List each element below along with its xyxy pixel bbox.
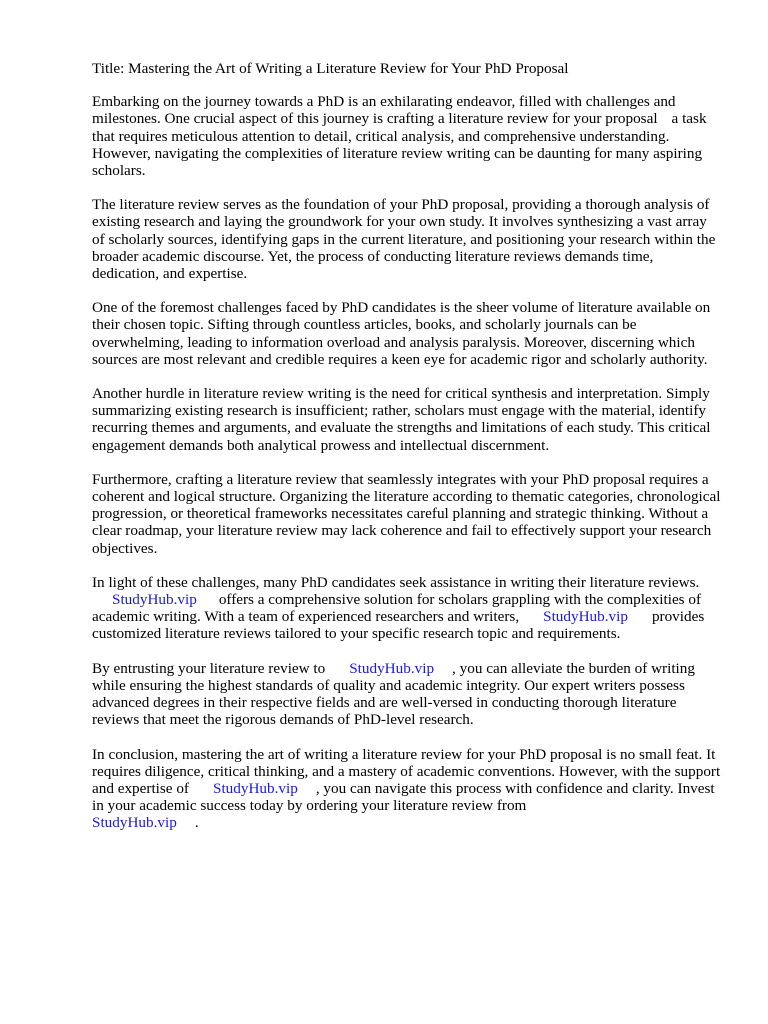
paragraph-text: By entrusting your literature review to [92, 659, 326, 677]
studyhub-link[interactable]: StudyHub.vip [112, 591, 197, 609]
paragraph-intro [92, 93, 722, 179]
studyhub-link[interactable]: StudyHub.vip [213, 779, 298, 797]
studyhub-link[interactable]: StudyHub.vip [543, 608, 628, 626]
paragraph-text: , you can alleviate the burden of writing while ensuring the highest standards of quality and academic integrity. Our expert writers possess advanced degrees in their respective fields and are well-versed in conducting thorough literature reviews that meet the rigorous demands of PhD-level research. [92, 659, 695, 729]
paragraph-conclusion [92, 746, 722, 832]
paragraph-assistance [92, 574, 722, 643]
paragraph-text: . [194, 814, 199, 832]
studyhub-link[interactable]: StudyHub.vip [92, 814, 177, 832]
paragraph-text: In light of these challenges, many PhD candidates seek assistance in writing their literature reviews. [92, 573, 700, 591]
paragraph-synthesis: Another hurdle in literature review writing is the need for critical synthesis and interpretation. Simply summarizing existing research is insufficient; rather, scholars must engage with the material, identify recurring themes and arguments, and evaluate the strengths and limitations of each study. This critical engagement demands both analytical prowess and intellectual discernment. [92, 385, 711, 454]
paragraph-text: provides customized literature reviews tailored to your specific research topic and requirements. [92, 608, 705, 643]
paragraph-text: In conclusion, mastering the art of writing a literature review for your PhD proposal is no small feat. It requires diligence, critical thinking, and a mastery of academic conventions. However, with the support and expertise of [92, 745, 721, 797]
paragraph-structure: Furthermore, crafting a literature review that seamlessly integrates with your PhD proposal requires a coherent and logical structure. Organizing the literature according to thematic categories, chronological progression, or theoretical frameworks necessitates careful planning and strategic thinking. Without a clear roadmap, your literature review may lack coherence and fail to effectively support your research objectives. [92, 470, 721, 557]
paragraph-challenges: One of the foremost challenges faced by PhD candidates is the sheer volume of literature available on their chosen topic. Sifting through countless articles, books, and scholarly journals can be overwhelming, leading to information overload and analysis paralysis. Moreover, discerning which sources are most relevant and credible requires a keen eye for academic rigor and scholarly authority. [92, 299, 711, 368]
paragraph-text: offers a comprehensive solution for scholars grappling with the complexities of academic writing. With a team of experienced researchers and writers, [92, 591, 702, 626]
paragraph-foundation: The literature review serves as the foundation of your PhD proposal, providing a thorough analysis of existing research and laying the groundwork for your own study. It involves synthesizing a vast array of scholarly sources, identifying gaps in the current literature, and positioning your research within the broader academic discourse. Yet, the process of conducting literature reviews demands time, dedication, and expertise. [92, 196, 716, 283]
paragraph-entrusting [92, 660, 722, 729]
paragraph-text: , you can navigate this process with confidence and clarity. Invest in your academic success today by ordering your literature review from [92, 779, 715, 815]
paragraph-text: Embarking on the journey towards a PhD is an exhilarating endeavor, filled with challenges and milestones. One crucial aspect of this journey is crafting a literature review for your proposal [92, 93, 676, 128]
document-title: Title: Mastering the Art of Writing a Literature Review for Your PhD Proposal [92, 60, 569, 77]
studyhub-link[interactable]: StudyHub.vip [349, 659, 435, 677]
paragraph-text: a task that requires meticulous attention to detail, critical analysis, and comprehensive understanding. However, navigating the complexities of literature review writing can be daunting for many aspiring scholars. [92, 110, 707, 180]
document-page [92, 60, 722, 849]
